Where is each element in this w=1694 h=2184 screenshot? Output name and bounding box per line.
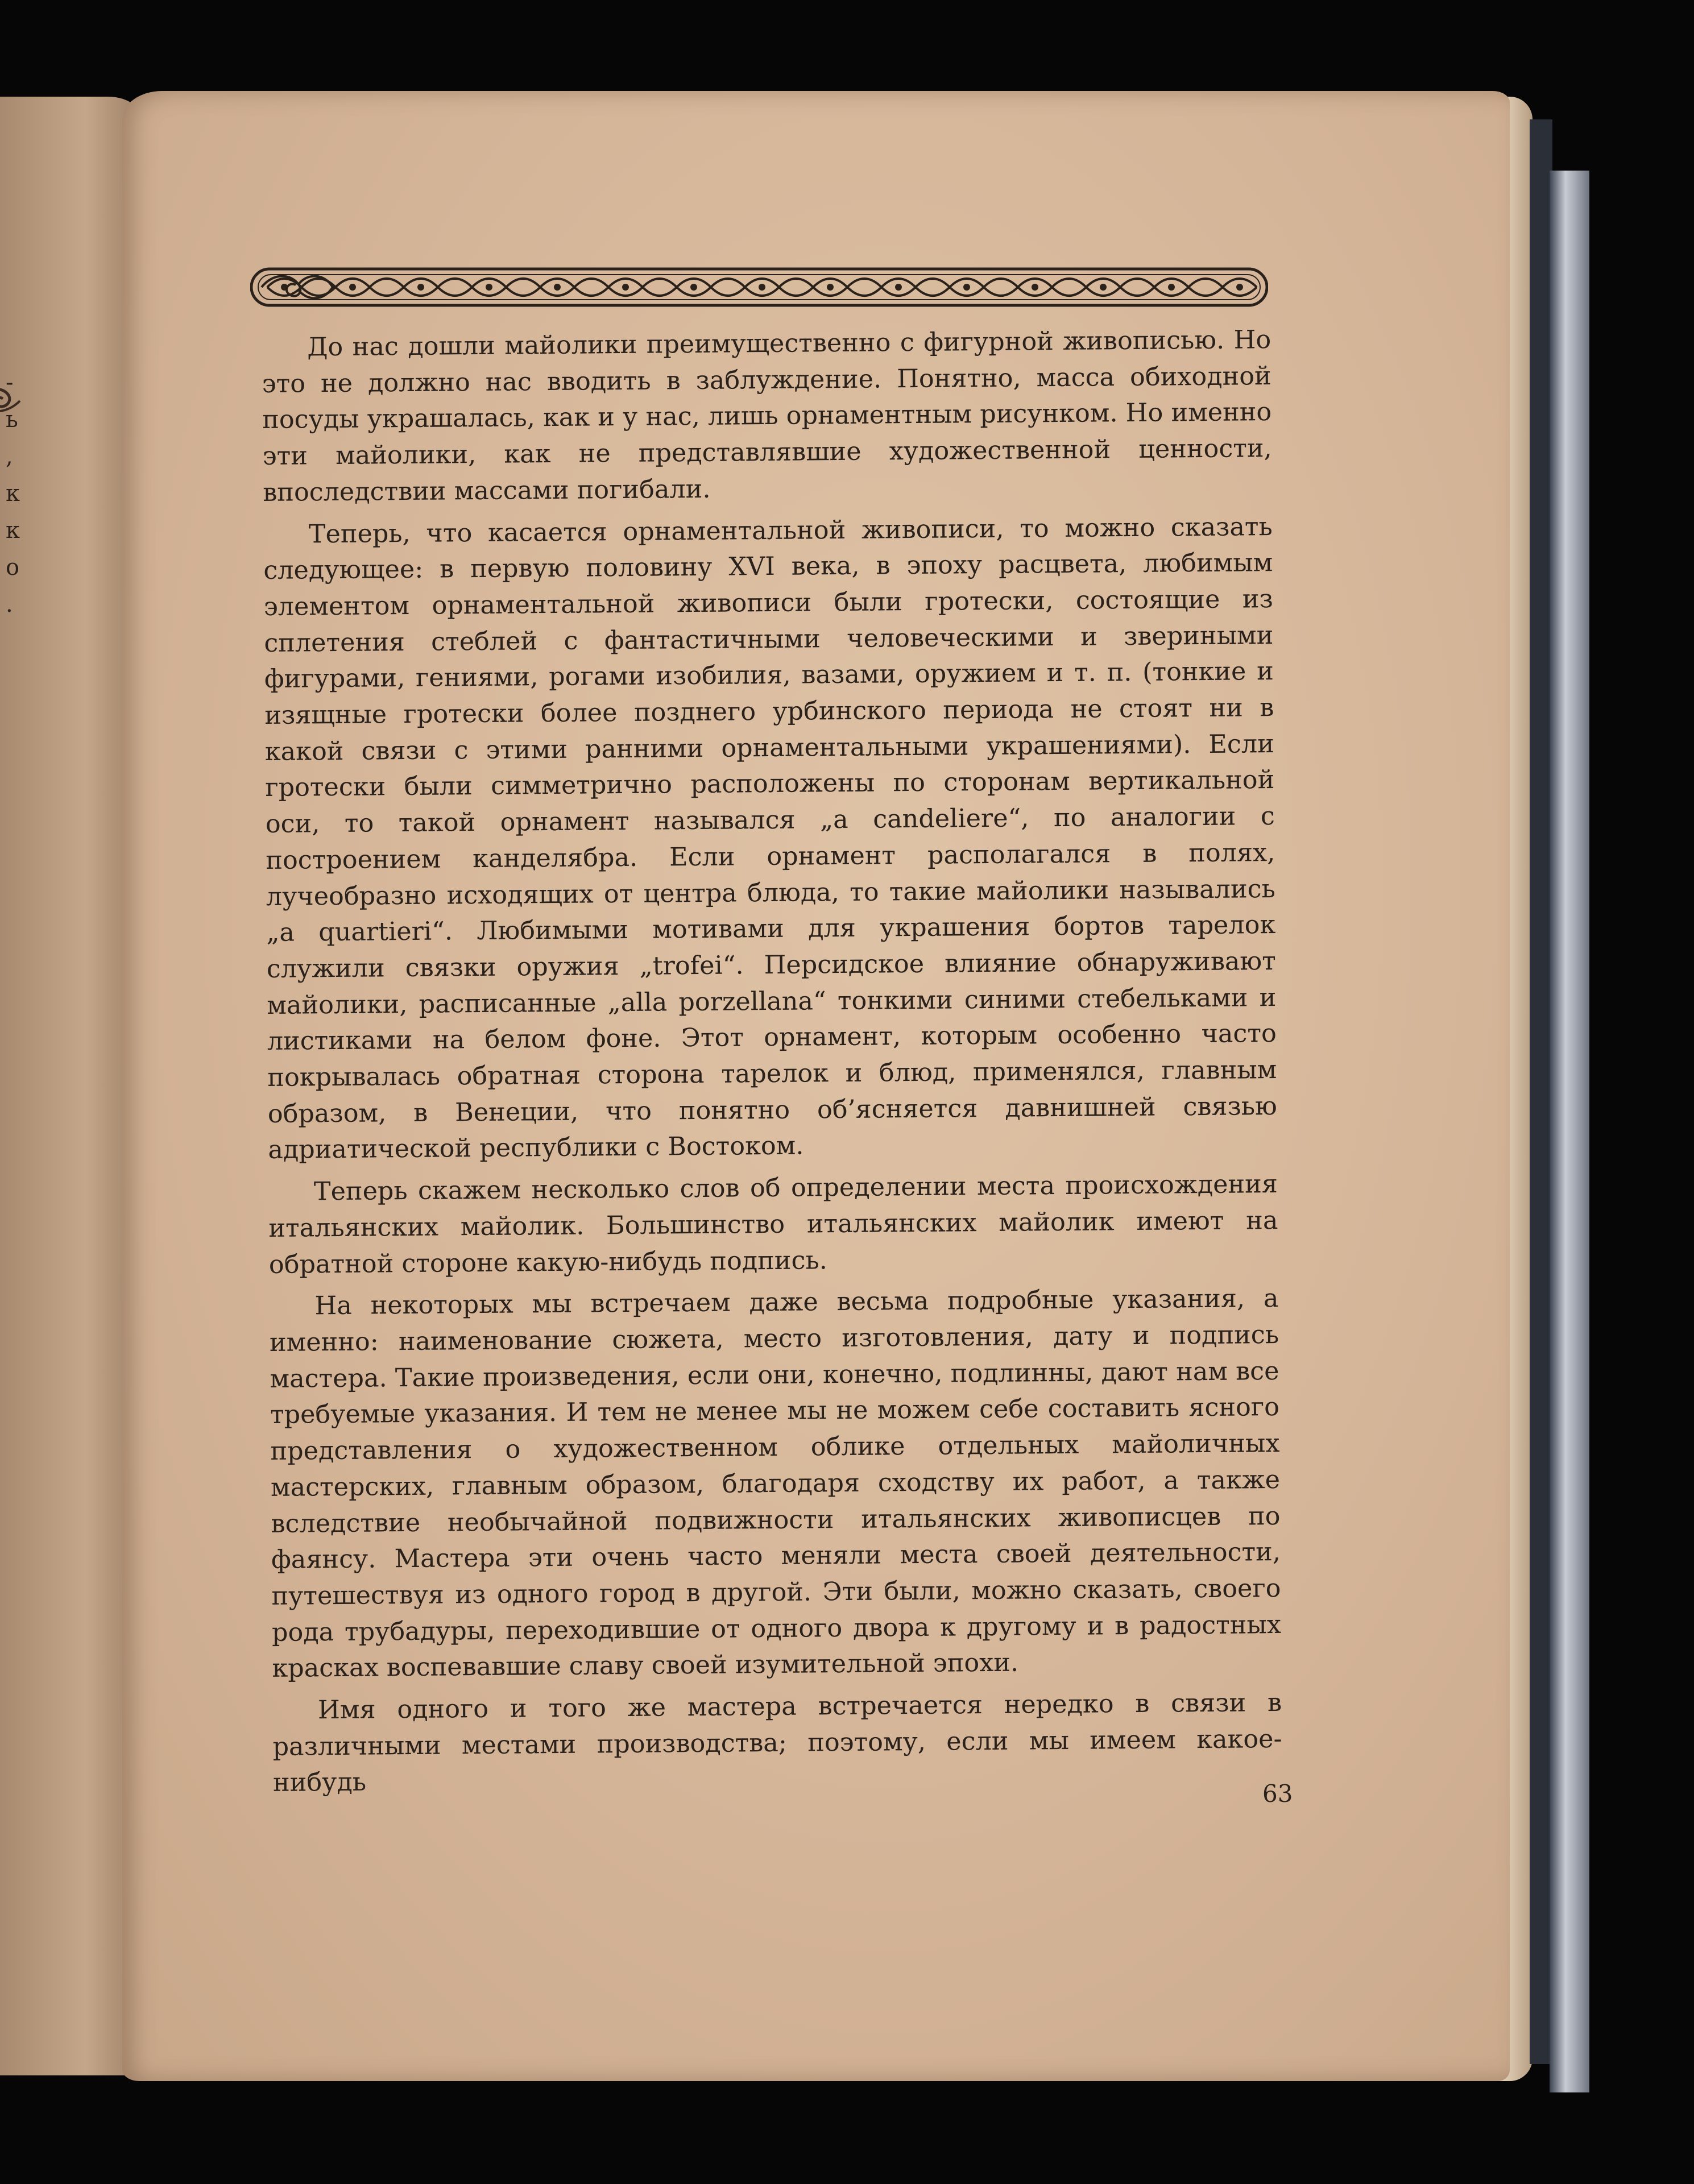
facing-page-fragment: ь bbox=[6, 407, 18, 433]
page-number: 63 bbox=[1262, 1780, 1293, 1808]
ornamental-headpiece bbox=[250, 264, 1268, 310]
facing-page-fragment: - bbox=[6, 370, 14, 396]
facing-page-fragment: . bbox=[6, 591, 13, 618]
back-cover-edge bbox=[1550, 171, 1589, 2092]
paragraph: На некоторых мы встречаем даже весьма подробные указания, а именно: наименование сюжета, место изготовления, дату и подпись мастера. Такие произведения, если они, конечно, подлинны, дают нам все требуемые указания. И тем не менее мы не можем себе составить ясного представления о художественном облике отдельных майоличных мастерских, главным образом, благодаря сходству их работ, а также вследствие необычайной подвижности итальянских живописцев по фаянсу. Мастера эти очень часто меняли места своей деятельности, путешествуя из одного город в другой. Эти были, можно сказать, своего рода трубадуры, переходившие от одного двора к другому и в радостных красках воспевавшие славу своей изумительной эпохи. bbox=[269, 1284, 1282, 1684]
facing-page-fragment: к bbox=[6, 480, 20, 507]
paragraph: Теперь скажем несколько слов об определении места происхождения итальянских майолик. Большинство итальянских майолик имеют на обратной стороне какую-нибудь подпись. bbox=[268, 1170, 1278, 1279]
cover-edge bbox=[1530, 119, 1552, 2064]
book-page bbox=[122, 91, 1510, 2081]
facing-page-fragment: , bbox=[6, 444, 13, 470]
facing-page-edge bbox=[0, 97, 142, 2075]
paragraph: До нас дошли майолики преимущественно с фигурной живописью. Но это не должно нас вводить в заблуждение. Понятно, масса обиходной посуды украшалась, как и у нас, лишь орнаментным рисунком. Но именно эти майолики, как не представлявшие художественной ценности, впоследствии массами погибали. bbox=[262, 325, 1272, 507]
paragraph: Теперь, что касается орнаментальной живописи, то можно сказать следующее: в первую половину XVI века, в эпоху расцвета, любимым элементом орнаментальной живописи были гротески, состоящие из сплетения стеблей с фантастичными человеческими и звериными фигурами, гениями, рогами изобилия, вазами, оружием и т. п. (тонкие и изящные гротески более позднего урбинского периода не стоят ни в какой связи с этими ранними орнаментальными украшениями). Если гротески были симметрично расположены по сторонам вертикальной оси, то такой орнамент назывался „a candeliere“, по аналогии с построением канделябра. Если орнамент располагался в полях, лучеобразно исходящих от центра блюда, то такие майолики назывались „a quartieri“. Любимыми мотивами для украшения бортов тарелок служили связки оружия „trofei“. Персидское влияние обнаруживают майолики, расписанные „alla porzellana“ тонкими синими стебельками и листиками на белом фоне. Этот орнамент, которым особенно часто покрывалась обратная сторона тарелок и блюд, применялся, главным образом, в Венеции, что понятно об’ясняется давнишней связью адриатической республики с Востоком. bbox=[263, 512, 1277, 1165]
facing-page-fragment: о bbox=[6, 554, 20, 581]
facing-page-fragment: к bbox=[6, 517, 20, 544]
body-text bbox=[262, 322, 1282, 1807]
paragraph: Имя одного и того же мастера встречается нередко в связи в различными местами производства; поэтому, если мы имеем какое-нибудь bbox=[272, 1688, 1282, 1798]
